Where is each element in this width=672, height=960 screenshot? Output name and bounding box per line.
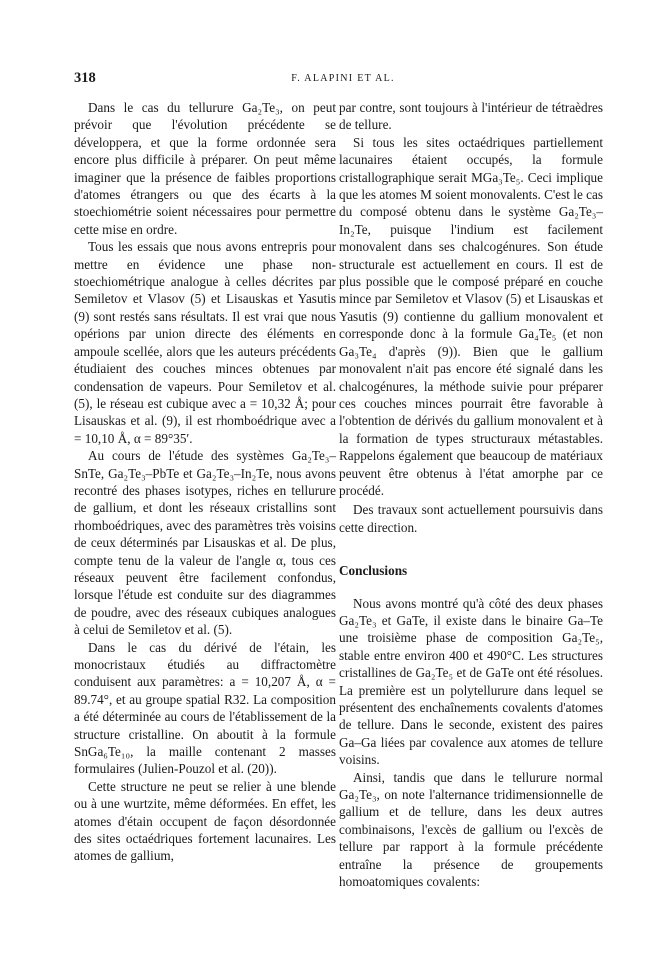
- body-paragraph: Des travaux sont actuellement poursuivis dans cette direction.: [339, 502, 603, 535]
- body-paragraph: Dans le cas du dérivé de l'étain, les monocristaux étudiés au diffractomètre conduisent aux paramètres: a = 10,207 Å, α = 89.74°, et au groupe spatial R32. La composition a été déterminée au cours de l'établissement de la structure cristalline. On aboutit à la formule SnGa₆Te₁₀, la maille contenant 2 masses formulaires (Julien-Pouzol et al. (20)).: [74, 639, 336, 777]
- page-number: 318: [74, 70, 96, 86]
- body-paragraph: Si tous les sites octaédriques partiellement lacunaires étaient occupés, la formule cristallographique serait MGa₃Te₅. Ceci implique que les atomes M soient monovalents. C'est le cas du composé obtenu dans le système Ga₂Te₃–In₂Te, puisque l'indium est facilement monovalent dans ses chalcogénures. Son étude structurale est actuellement en cours. Il est de plus possible que le composé préparé en couche mince par Semiletov et Vlasov (5) et Lisauskas et Yasutis (9) contienne du gallium monovalent et corresponde donc à la formule Ga₄Te₅ (et non Ga₃Te₄ d'après (9)). Bien que le gallium monovalent n'ait pas encore été signalé dans les chalcogénures, la méthode suivie pour préparer ces couches minces pourrait être favorable à l'obtention de dérivés du gallium monovalent et à la formation de types structuraux métastables. Rappelons également que beaucoup de matériaux peuvent être obtenus à l'état amorphe par ce procédé.: [339, 134, 603, 498]
- body-paragraph: par contre, sont toujours à l'intérieur de tétraèdres de tellure.: [339, 100, 603, 133]
- left-column: [74, 99, 336, 865]
- right-column: [339, 99, 603, 890]
- body-paragraph: Au cours de l'étude des systèmes Ga₂Te₃–SnTe, Ga₂Te₃–PbTe et Ga₂Te₃–In₂Te, nous avons recontré des phases isotypes, riches en tellurure de gallium, et dont les réseaux cristallins sont rhomboédriques, avec des paramètres très voisins de ceux déterminés par Lisauskas et al. De plus, compte tenu de la valeur de l'angle α, tous ces réseaux peuvent être facilement confondus, lorsque l'étude est conduite sur des diagrammes de poudre, avec des réseaux cubiques analogues à celui de Semiletov et al. (5).: [74, 448, 336, 638]
- section-heading: Conclusions: [339, 563, 408, 579]
- body-paragraph: Cette structure ne peut se relier à une blende ou à une wurtzite, même déformées. En effet, les atomes d'étain occupent de façon désordonnée des sites octaédriques fortement lacunaires. Les atomes de gallium,: [74, 778, 336, 864]
- page-header: [74, 70, 612, 90]
- body-paragraph: Nous avons montré qu'à côté des deux phases Ga₂Te₃ et GaTe, il existe dans le binaire Ga–Te une troisième phase de composition Ga₂Te₅, stable entre environ 400 et 490°C. Les structures cristallines de Ga₂Te₅ et de GaTe ont été résolues. La première est un polytellurure dans lequel se présentent des enchaînements covalents d'atomes de tellure. Dans le seconde, existent des paires Ga–Ga liées par covalence aux atomes de tellure voisins.: [339, 595, 603, 768]
- body-paragraph: Tous les essais que nous avons entrepris pour mettre en évidence une phase non-stoechiométrique analogue à celles décrites par Semiletov et Vlasov (5) et Lisauskas et Yasutis (9) sont restés sans résultats. Il est vrai que nous opérions par union directe des éléments en ampoule scellée, alors que les auteurs précédents étudiaient des couches minces obtenues par condensation de vapeurs. Pour Semiletov et al. (5), le réseau est cubique avec a = 10,32 Å; pour Lisauskas et al. (9), il est rhomboédrique avec a = 10,10 Å, α = 89°35′.: [74, 239, 336, 446]
- running-title: F. ALAPINI ET AL.: [291, 73, 395, 84]
- body-paragraph: Dans le cas du tellurure Ga₂Te₃, on peut prévoir que l'évolution précédente se développera, et que la forme ordonnée sera encore plus difficile à préparer. On peut même imaginer que la présence de faibles proportions d'atomes étrangers ou que des écarts à la stoechiométrie soient nécessaires pour permettre cette mise en ordre.: [74, 100, 336, 237]
- body-paragraph: Ainsi, tandis que dans le tellurure normal Ga₂Te₃, on note l'alternance tridimensionnelle de gallium et de tellure, dans les deux autres combinaisons, l'excès de gallium ou l'excès de tellure par rapport à la formule précédente entraîne la présence de groupements homoatomiques covalents:: [339, 769, 603, 890]
